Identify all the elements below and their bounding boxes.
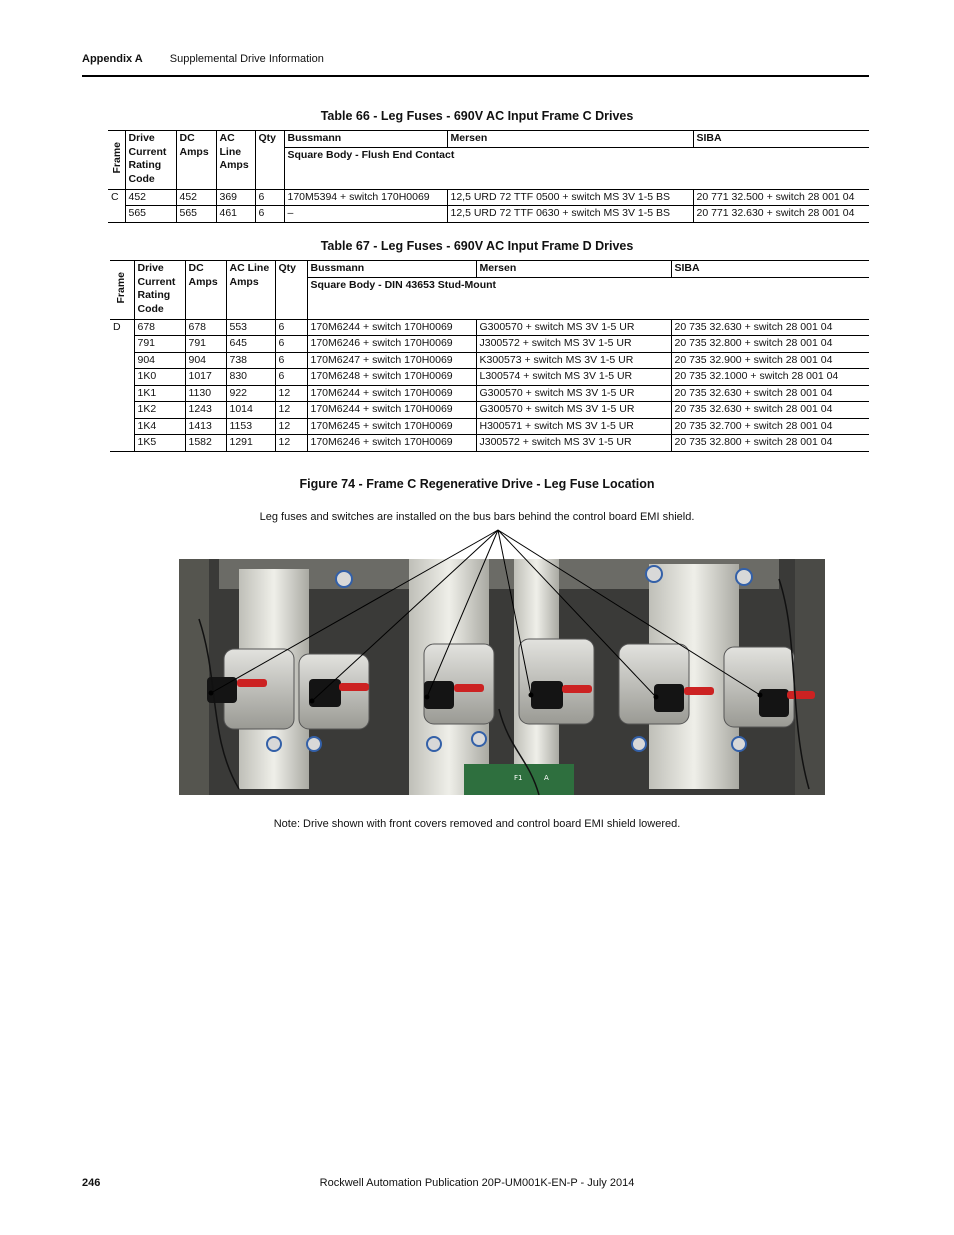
table66-frame-header: Frame (108, 131, 125, 190)
table-cell: G300570 + switch MS 3V 1-5 UR (476, 402, 671, 419)
table-cell: 369 (216, 189, 255, 206)
table-cell: 553 (226, 319, 275, 336)
table-cell: 678 (185, 319, 226, 336)
table-cell: 12 (275, 402, 307, 419)
table-cell: J300572 + switch MS 3V 1-5 UR (476, 336, 671, 353)
table-cell: 20 735 32.900 + switch 28 001 04 (671, 352, 869, 369)
table-cell: 1153 (226, 418, 275, 435)
table-cell: 170M6244 + switch 170H0069 (307, 402, 476, 419)
table-cell: 6 (275, 369, 307, 386)
table-cell: K300573 + switch MS 3V 1-5 UR (476, 352, 671, 369)
publication-footer: Rockwell Automation Publication 20P-UM001K-EN-P - July 2014 (319, 1177, 635, 1189)
table67-mersen-header: Mersen (476, 261, 671, 278)
table-cell: 1K4 (134, 418, 185, 435)
table-cell: 678 (134, 319, 185, 336)
table66-siba-header: SIBA (693, 131, 869, 148)
table-cell: 1413 (185, 418, 226, 435)
table-cell: 12,5 URD 72 TTF 0500 + switch MS 3V 1-5 BS (447, 189, 693, 206)
photo-label-f1: F1 (514, 774, 523, 782)
table-cell: 20 735 32.1000 + switch 28 001 04 (671, 369, 869, 386)
table-cell: 20 735 32.800 + switch 28 001 04 (671, 435, 869, 452)
table-cell: 452 (125, 189, 176, 206)
table-cell: 904 (185, 352, 226, 369)
table-cell: 170M6246 + switch 170H0069 (307, 435, 476, 452)
table-cell: 170M6245 + switch 170H0069 (307, 418, 476, 435)
table-cell: 1243 (185, 402, 226, 419)
table-cell: 20 771 32.500 + switch 28 001 04 (693, 189, 869, 206)
table-cell: G300570 + switch MS 3V 1-5 UR (476, 385, 671, 402)
page-number: 246 (82, 1177, 101, 1189)
table66-code-header: Drive Current Rating Code (125, 131, 176, 190)
table-cell: 791 (185, 336, 226, 353)
table-cell: 645 (226, 336, 275, 353)
table-cell: 1K5 (134, 435, 185, 452)
table-cell: 904 (134, 352, 185, 369)
table66-caption: Table 66 - Leg Fuses - 690V AC Input Frame C Drives (320, 109, 634, 123)
table-cell: 6 (275, 336, 307, 353)
table-cell: 738 (226, 352, 275, 369)
table-cell: L300574 + switch MS 3V 1-5 UR (476, 369, 671, 386)
table67-subheader: Square Body - DIN 43653 Stud-Mount (307, 277, 869, 319)
table-cell: – (284, 206, 447, 223)
frame-cell: D (110, 319, 134, 451)
table-cell: 1291 (226, 435, 275, 452)
figure-caption: Figure 74 - Frame C Regenerative Drive - Leg Fuse Location (299, 477, 655, 491)
table-cell: J300572 + switch MS 3V 1-5 UR (476, 435, 671, 452)
table-cell: 922 (226, 385, 275, 402)
table-cell: G300570 + switch MS 3V 1-5 UR (476, 319, 671, 336)
table66-qty-header: Qty (255, 131, 284, 190)
table66-subheader: Square Body - Flush End Contact (284, 147, 869, 189)
table-cell: 6 (275, 352, 307, 369)
table-cell: 170M6244 + switch 170H0069 (307, 319, 476, 336)
table-cell: 12 (275, 435, 307, 452)
table-cell: 20 735 32.630 + switch 28 001 04 (671, 402, 869, 419)
table-cell: 6 (275, 319, 307, 336)
table-cell: 452 (176, 189, 216, 206)
table-cell: 170M5394 + switch 170H0069 (284, 189, 447, 206)
table66-ac-header: AC Line Amps (216, 131, 255, 190)
table-cell: 791 (134, 336, 185, 353)
table67-code-header: Drive Current Rating Code (134, 261, 185, 320)
table-cell: 6 (255, 206, 284, 223)
table67-ac-header: AC Line Amps (226, 261, 275, 320)
table-cell: H300571 + switch MS 3V 1-5 UR (476, 418, 671, 435)
table67-caption: Table 67 - Leg Fuses - 690V AC Input Frame D Drives (320, 239, 634, 253)
table67-dc-header: DC Amps (185, 261, 226, 320)
table-cell: 12,5 URD 72 TTF 0630 + switch MS 3V 1-5 BS (447, 206, 693, 223)
frame-cell: C (108, 189, 125, 222)
table-cell: 1K1 (134, 385, 185, 402)
header-title: Supplemental Drive Information (169, 53, 324, 65)
table67-frame-header: Frame (110, 261, 134, 320)
table-cell: 1K0 (134, 369, 185, 386)
table-cell: 20 735 32.630 + switch 28 001 04 (671, 385, 869, 402)
table-cell: 1K2 (134, 402, 185, 419)
table66-dc-header: DC Amps (176, 131, 216, 190)
table-cell: 565 (125, 206, 176, 223)
header-section: Appendix A (82, 53, 143, 65)
table66-mersen-header: Mersen (447, 131, 693, 148)
table-cell: 1582 (185, 435, 226, 452)
table-cell: 1130 (185, 385, 226, 402)
table-cell: 170M6244 + switch 170H0069 (307, 385, 476, 402)
figure-intro: Leg fuses and switches are installed on the bus bars behind the control board EMI shield. (259, 511, 695, 523)
table-cell: 20 771 32.630 + switch 28 001 04 (693, 206, 869, 223)
table-cell: 1017 (185, 369, 226, 386)
table67-siba-header: SIBA (671, 261, 869, 278)
table-cell: 20 735 32.700 + switch 28 001 04 (671, 418, 869, 435)
table-cell: 170M6246 + switch 170H0069 (307, 336, 476, 353)
table-cell: 12 (275, 385, 307, 402)
table67-qty-header: Qty (275, 261, 307, 320)
table-cell: 170M6247 + switch 170H0069 (307, 352, 476, 369)
table-cell: 1014 (226, 402, 275, 419)
table-cell: 461 (216, 206, 255, 223)
table-cell: 830 (226, 369, 275, 386)
table-cell: 12 (275, 418, 307, 435)
table-cell: 20 735 32.800 + switch 28 001 04 (671, 336, 869, 353)
table-cell: 170M6248 + switch 170H0069 (307, 369, 476, 386)
figure-note: Note: Drive shown with front covers removed and control board EMI shield lowered. (273, 818, 681, 830)
table-cell: 20 735 32.630 + switch 28 001 04 (671, 319, 869, 336)
table-cell: 565 (176, 206, 216, 223)
table-cell: 6 (255, 189, 284, 206)
table66-bussmann-header: Bussmann (284, 131, 447, 148)
photo-label-a: A (544, 774, 549, 782)
table67-bussmann-header: Bussmann (307, 261, 476, 278)
